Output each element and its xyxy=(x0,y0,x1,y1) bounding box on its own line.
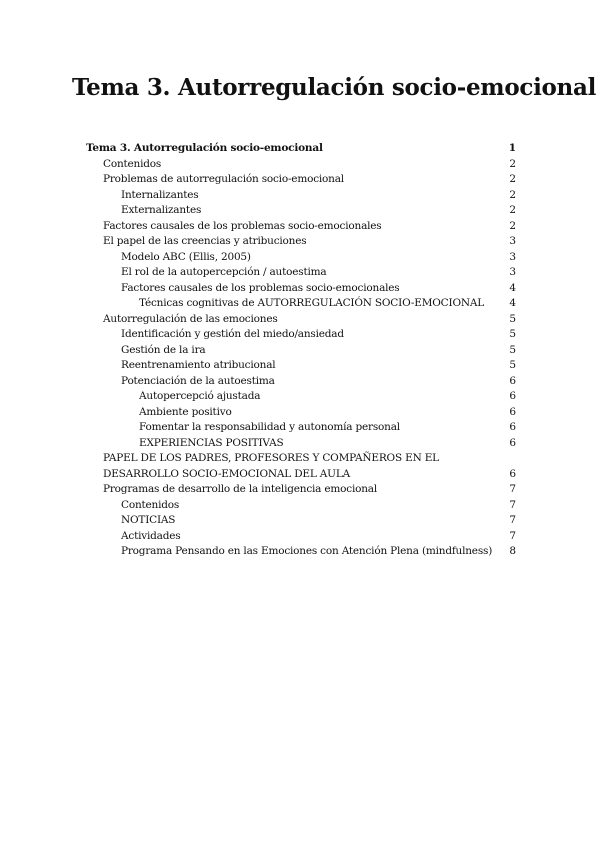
toc-entry[interactable] xyxy=(86,281,516,297)
toc-entry-page: 7 xyxy=(509,498,516,511)
toc-entry-label: Identificación y gestión del miedo/ansiedad xyxy=(121,328,344,340)
toc-entry-page: 7 xyxy=(509,483,516,495)
toc-entry-label: Factores causales de los problemas socio-emocionales xyxy=(121,281,400,294)
toc-entry-page: 6 xyxy=(509,405,516,418)
toc-entry-label: Actividades xyxy=(121,529,181,542)
toc-entry-label: Contenidos xyxy=(121,498,180,511)
toc-entry-page: 3 xyxy=(509,266,516,278)
toc-entry[interactable] xyxy=(86,312,516,328)
toc-entry[interactable] xyxy=(86,498,516,514)
toc-entry-page: 8 xyxy=(509,545,516,557)
toc-entry[interactable] xyxy=(86,296,516,312)
toc-entry-label: Problemas de autorregulación socio-emocional xyxy=(103,173,344,185)
toc-entry-label: Factores causales de los problemas socio-emocionales xyxy=(103,219,382,232)
toc-entry-label: Externalizantes xyxy=(121,204,202,216)
toc-entry[interactable] xyxy=(86,203,516,219)
toc-entry[interactable] xyxy=(86,420,516,436)
toc-entry[interactable] xyxy=(86,141,516,157)
toc-entry[interactable] xyxy=(86,544,516,560)
toc-entry-page: 6 xyxy=(509,436,516,449)
toc-entry-page: 3 xyxy=(509,250,516,263)
toc-entry-label: Potenciación de la autoestima xyxy=(121,374,275,387)
toc-entry[interactable] xyxy=(86,250,516,266)
toc-entry-label: Fomentar la responsabilidad y autonomía personal xyxy=(139,421,400,433)
toc-entry-page: 2 xyxy=(509,173,516,185)
toc-entry[interactable] xyxy=(86,451,516,482)
toc-entry-page: 2 xyxy=(509,204,516,216)
toc-entry[interactable] xyxy=(86,513,516,529)
toc-entry-label: Ambiente positivo xyxy=(139,405,232,418)
toc-entry[interactable] xyxy=(86,219,516,235)
toc-entry-page: 4 xyxy=(509,281,516,294)
table-of-contents xyxy=(86,141,516,560)
toc-entry-page: 6 xyxy=(509,390,516,402)
toc-entry-label: Autorregulación de las emociones xyxy=(103,312,278,325)
toc-entry-label: Técnicas cognitivas de AUTORREGULACIÓN SOCIO-EMOCIONAL xyxy=(139,297,484,309)
toc-entry-label: El rol de la autopercepción / autoestima xyxy=(121,266,327,278)
toc-entry[interactable] xyxy=(86,529,516,545)
toc-entry-label: Reentrenamiento atribucional xyxy=(121,359,276,371)
toc-entry-page: 5 xyxy=(509,328,516,340)
toc-entry-label: Internalizantes xyxy=(121,188,199,201)
toc-entry-label: Tema 3. Autorregulación socio-emocional xyxy=(86,142,323,154)
toc-entry-page: 3 xyxy=(509,235,516,247)
toc-entry[interactable] xyxy=(86,405,516,421)
toc-entry-page: 7 xyxy=(509,514,516,526)
toc-entry-page: 5 xyxy=(509,359,516,371)
toc-entry-label: Gestión de la ira xyxy=(121,343,206,356)
toc-entry[interactable] xyxy=(86,389,516,405)
toc-entry[interactable] xyxy=(86,436,516,452)
toc-entry-page: 6 xyxy=(509,421,516,433)
toc-entry-page: 7 xyxy=(509,529,516,542)
toc-entry-label: EXPERIENCIAS POSITIVAS xyxy=(139,436,284,449)
toc-entry-label: Programa Pensando en las Emociones con Atención Plena (mindfulness) xyxy=(121,545,493,557)
toc-entry[interactable] xyxy=(86,374,516,390)
toc-entry-page: 5 xyxy=(509,343,516,356)
toc-entry-label: NOTICIAS xyxy=(121,514,176,526)
toc-entry-page: 2 xyxy=(509,157,516,170)
toc-entry-label: El papel de las creencias y atribuciones xyxy=(103,235,307,247)
toc-entry[interactable] xyxy=(86,343,516,359)
toc-entry-page: 4 xyxy=(509,297,516,309)
toc-entry-label: Modelo ABC (Ellis, 2005) xyxy=(121,250,251,263)
toc-entry-label: Contenidos xyxy=(103,157,162,170)
toc-entry[interactable] xyxy=(86,172,516,188)
toc-entry[interactable] xyxy=(86,157,516,173)
toc-entry-page: 6 xyxy=(509,374,516,387)
toc-entry-page: 2 xyxy=(509,219,516,232)
toc-entry[interactable] xyxy=(86,482,516,498)
toc-entry[interactable] xyxy=(86,327,516,343)
toc-entry[interactable] xyxy=(86,358,516,374)
toc-entry[interactable] xyxy=(86,265,516,281)
toc-entry-label: Programas de desarrollo de la inteligencia emocional xyxy=(103,483,378,495)
toc-entry[interactable] xyxy=(86,234,516,250)
toc-entry-label: PAPEL DE LOS PADRES, PROFESORES Y COMPAÑEROS EN EL DESARROLLO SOCIO-EMOCIONAL DEL AULA xyxy=(103,452,439,480)
toc-entry-page: 5 xyxy=(509,312,516,325)
page-title: Tema 3. Autorregulación socio-emocional xyxy=(72,74,597,101)
toc-entry[interactable] xyxy=(86,188,516,204)
toc-entry-page: 1 xyxy=(508,142,516,154)
toc-entry-page: 6 xyxy=(509,467,516,480)
toc-entry-label: Autopercepció ajustada xyxy=(139,390,261,402)
toc-entry-page: 2 xyxy=(509,188,516,201)
